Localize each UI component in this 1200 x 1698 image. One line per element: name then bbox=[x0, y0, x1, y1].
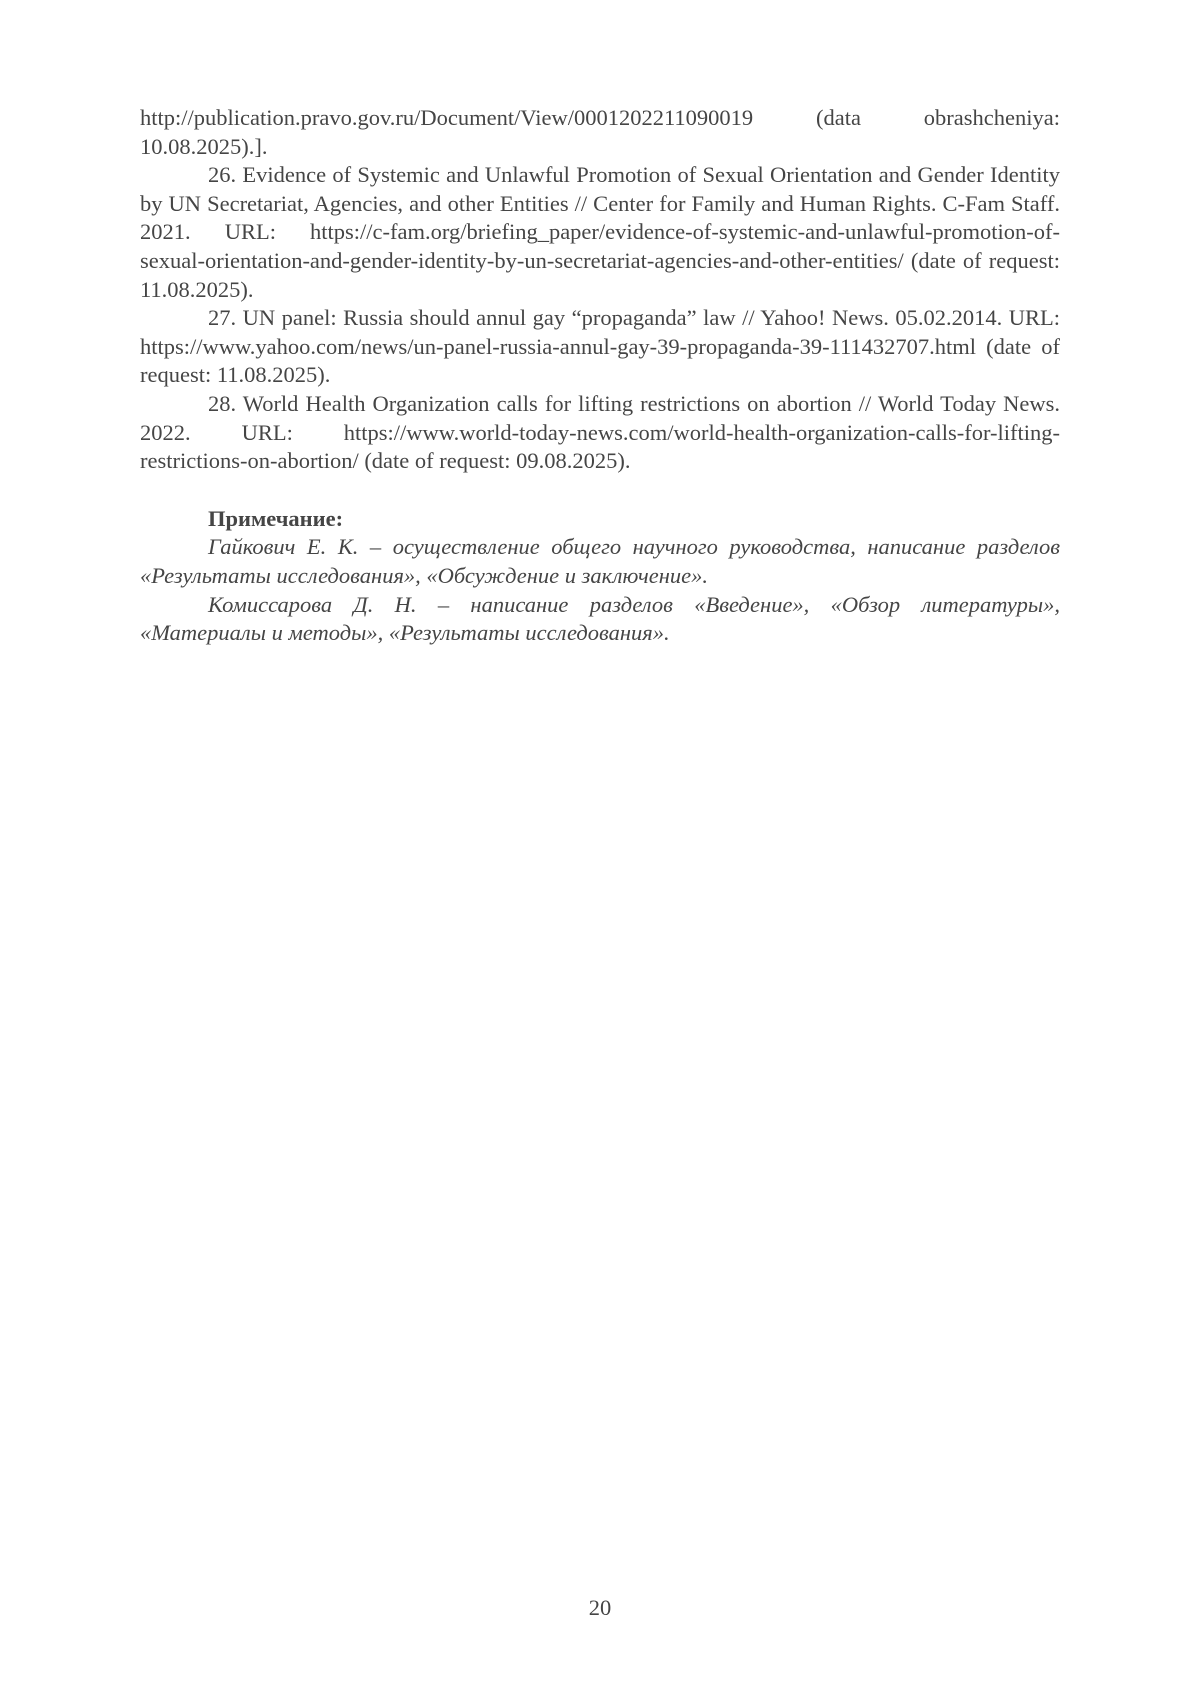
page-number: 20 bbox=[588, 1595, 612, 1620]
reference-continuation: http://publication.pravo.gov.ru/Document/View/0001202211090019 (data obrashcheniya: 10.08.2025).]. bbox=[140, 105, 1060, 159]
note-item-komissarova: Комиссарова Д. Н. – написание разделов «Введение», «Обзор литературы», «Материалы и методы», «Результаты исследования». bbox=[140, 591, 1060, 646]
reference-item-27: 27. UN panel: Russia should annul gay “propaganda” law // Yahoo! News. 05.02.2014. URL: https://www.yahoo.com/news/un-panel-russia-annul-gay-39-propaganda-39-111432707.html (date of request: 11.08.2025). bbox=[140, 305, 1060, 388]
reference-item-26: 26. Evidence of Systemic and Unlawful Promotion of Sexual Orientation and Gender Identity by UN Secretariat, Agencies, and other Entities // Center for Family and Human Rights. C-Fam Staff. 2021. URL: https://c-fam.org/briefing_paper/evidence-of-systemic-and-unlawful-promotion-of-sexual-orientation-and-gender-identity-by-un-secretariat-agencies-and-other-entities/ (date of request: 11.08.2025). bbox=[140, 162, 1060, 302]
page-content bbox=[140, 104, 1060, 648]
note-item-gaikovich: Гайкович Е. К. – осуществление общего научного руководства, написание разделов «Результаты исследования», «Обсуждение и заключение». bbox=[140, 534, 1060, 588]
note-section bbox=[140, 505, 1060, 648]
reference-item-28: 28. World Health Organization calls for lifting restrictions on abortion // World Today News. 2022. URL: https://www.world-today-news.com/world-health-organization-calls-for-lifting-restrictions-on-abortion/ (date of request: 09.08.2025). bbox=[140, 390, 1060, 474]
references-section bbox=[140, 104, 1060, 476]
note-heading: Примечание: bbox=[208, 505, 344, 531]
